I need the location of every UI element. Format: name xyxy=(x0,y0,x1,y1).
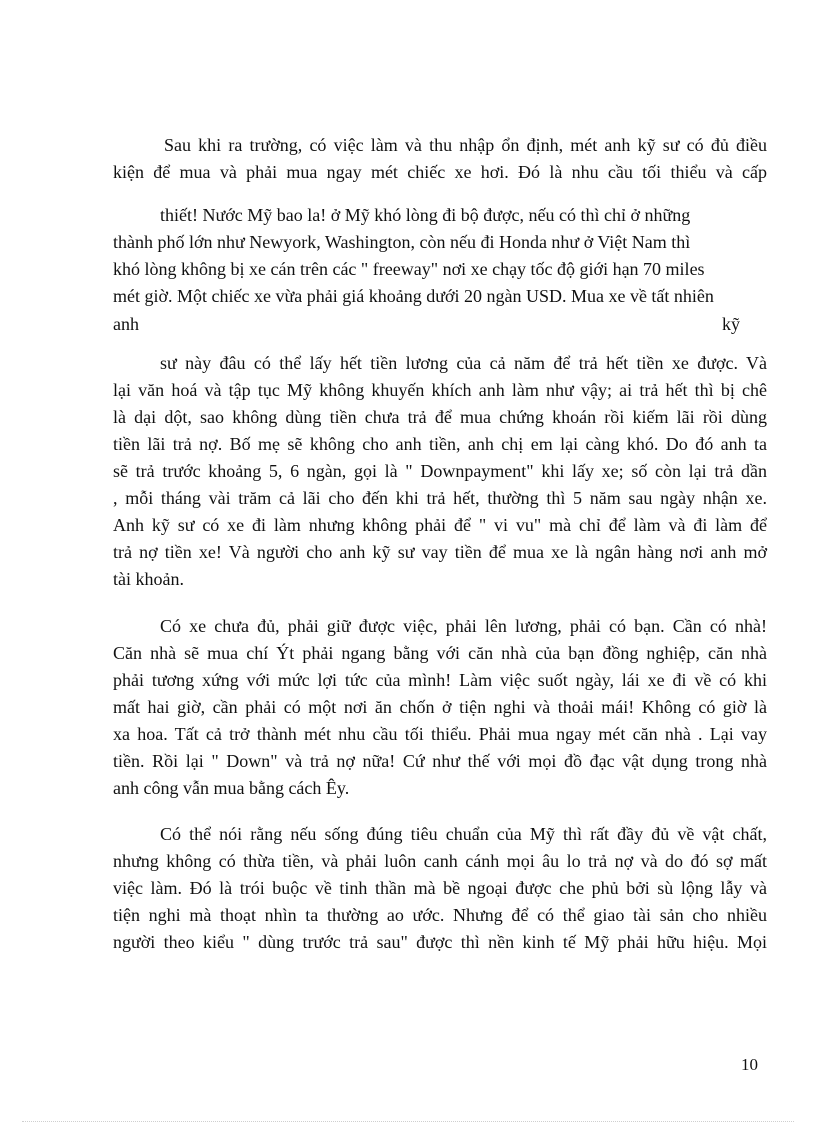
paragraph-3-line-4: mất hai giờ, cần phải có một nơi ăn chốn ở tiện nghi và thoải mái! Không có giờ là xyxy=(113,697,767,717)
paragraph-4-line-5: người theo kiểu " dùng trước trả sau" được thì nền kinh tế Mỹ phải hữu hiệu. Mọi xyxy=(113,932,767,952)
paragraph-4-line-4: tiện nghi mà thoạt nhìn ta thường ao ước. Nhưng để có thể giao tài sản cho nhiều xyxy=(113,905,767,925)
paragraph-1-line-2: kiện để mua và phải mua ngay mét chiếc xe hơi. Đó là nhu cầu tối thiểu và cấp xyxy=(113,162,767,182)
paragraph-2-line-6: , mỗi tháng vài trăm cả lãi cho đến khi trả hết, thường thì 5 năm sau ngày nhận xe. xyxy=(113,488,767,508)
paragraph-2-line-7: Anh kỹ sư có xe đi làm nhưng không phải để " vi vu" mà chỉ để làm và đi làm để xyxy=(113,515,767,535)
page-number: 10 xyxy=(741,1055,758,1074)
paragraph-1-split-right: kỹ xyxy=(722,314,740,334)
paragraph-1-line-1: Sau khi ra trường, có việc làm và thu nhập ổn định, mét anh kỹ sư có đủ điều xyxy=(164,135,767,155)
paragraph-2-line-3: là dại dột, sao không dùng tiền chưa trả để mua chứng khoán rồi kiếm lãi rồi dùng xyxy=(113,407,767,427)
paragraph-2-line-8: trả nợ tiền xe! Và người cho anh kỹ sư vay tiền để mua xe là ngân hàng nơi anh mở xyxy=(113,542,767,562)
paragraph-4-line-3: việc làm. Đó là trói buộc về tinh thần mà bề ngoại được che phủ bởi sù lộng lẫy và xyxy=(113,878,767,898)
paragraph-3-line-3: phải tương xứng với mức lợi tức của mình! Làm việc suốt ngày, lái xe đi về có khi xyxy=(113,670,767,690)
paragraph-2-line-2: lại văn hoá và tập tục Mỹ không khuyến khích anh làm như vậy; ai trả hết thì bị chê xyxy=(113,380,767,400)
paragraph-1-line-5: khó lòng không bị xe cán trên các " freeway" nơi xe chạy tốc độ giới hạn 70 miles xyxy=(113,259,705,279)
paragraph-4-line-1: Có thể nói rằng nếu sống đúng tiêu chuẩn của Mỹ thì rất đầy đủ về vật chất, xyxy=(160,824,767,844)
paragraph-1-line-4: thành phố lớn như Newyork, Washington, còn nếu đi Honda như ở Việt Nam thì xyxy=(113,232,691,252)
paragraph-3-line-7: anh công vẫn mua bằng cách Êy. xyxy=(113,778,350,798)
paragraph-1-line-3: thiết! Nước Mỹ bao la! ở Mỹ khó lòng đi bộ được, nếu có thì chỉ ở những xyxy=(160,205,691,225)
paragraph-2-line-9: tài khoản. xyxy=(113,569,184,589)
paragraph-4-line-2: nhưng không có thừa tiền, và phải luôn canh cánh mọi âu lo trả nợ và do đó sợ mất xyxy=(113,851,767,871)
paragraph-3-line-1: Có xe chưa đủ, phải giữ được việc, phải lên lương, phải có bạn. Cần có nhà! xyxy=(160,616,767,636)
footer-dotted-rule xyxy=(22,1121,794,1122)
paragraph-3-line-2: Căn nhà sẽ mua chí Ýt phải ngang bằng với căn nhà của bạn đồng nghiệp, căn nhà xyxy=(113,643,767,663)
paragraph-2-line-4: tiền lãi trả nợ. Bố mẹ sẽ không cho anh tiền, anh chị em lại càng khó. Do đó anh ta xyxy=(113,434,767,454)
paragraph-1-split-left: anh xyxy=(113,314,139,334)
paragraph-3-line-5: xa hoa. Tất cả trở thành mét nhu cầu tối thiểu. Phải mua ngay mét căn nhà . Lại vay xyxy=(113,724,767,744)
paragraph-1-line-6: mét giờ. Một chiếc xe vừa phải giá khoảng dưới 20 ngàn USD. Mua xe về tất nhiên xyxy=(113,286,714,306)
paragraph-2-line-1: sư này đâu có thể lấy hết tiền lương của cả năm để trả hết tiền xe được. Và xyxy=(160,353,767,373)
paragraph-2-line-5: sẽ trả trước khoảng 5, 6 ngàn, gọi là " Downpayment" khi lấy xe; số còn lại trả dần xyxy=(113,461,767,481)
paragraph-3-line-6: tiền. Rồi lại " Down" và trả nợ nữa! Cứ như thế với mọi đồ đạc vật dụng trong nhà xyxy=(113,751,767,771)
